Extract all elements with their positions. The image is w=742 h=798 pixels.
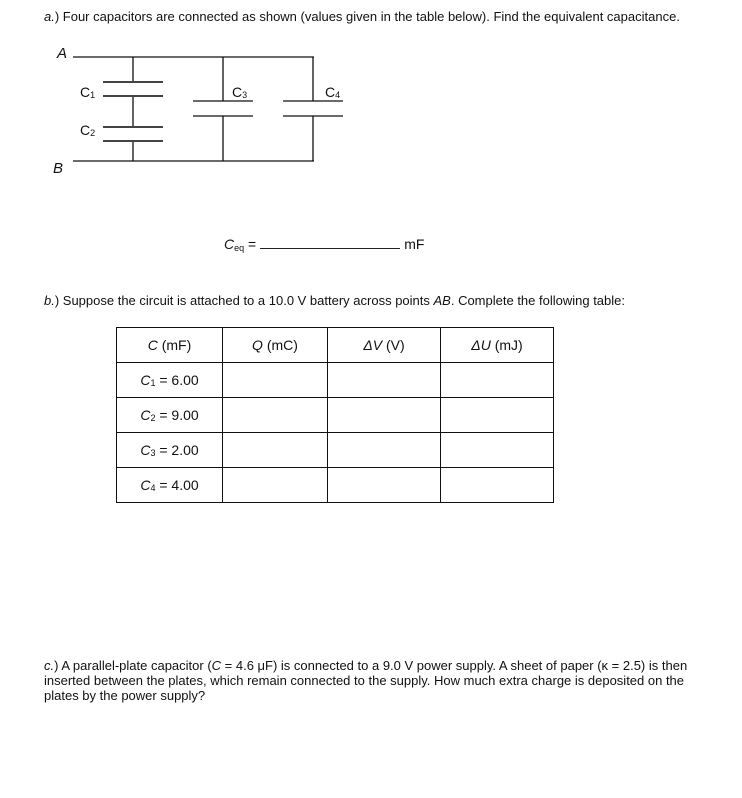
cell-du2[interactable]	[441, 398, 554, 433]
part-a-label: a.	[44, 9, 55, 24]
ceq-answer: $C_{eq}$ = mF	[224, 236, 425, 253]
node-b-label: B	[53, 160, 64, 177]
cell-q2[interactable]	[223, 398, 328, 433]
cell-du3[interactable]	[441, 433, 554, 468]
header-c: C (mF)	[117, 328, 223, 363]
node-a-label: A	[57, 45, 68, 62]
table-row	[117, 398, 554, 433]
ceq-unit: mF	[404, 236, 425, 252]
c1-label: $C_1$	[80, 84, 96, 100]
ceq-answer-blank[interactable]	[260, 236, 400, 249]
cell-dv3[interactable]	[328, 433, 441, 468]
header-dv: ΔV (V)	[328, 328, 441, 363]
cell-c1: $C_1 = 6.00$	[117, 363, 223, 398]
part-b-question: b.) Suppose the circuit is attached to a 10.0 V battery across points AB. Complete the following table:	[44, 293, 625, 308]
part-a-text: ) Four capacitors are connected as shown (values given in the table below). Find the equivalent capacitance.	[54, 9, 680, 24]
circuit-diagram	[0, 0, 742, 200]
part-c-question: c.) A parallel-plate capacitor (C = 4.6 μF) is connected to a 9.0 V power supply. A sheet of paper (κ = 2.5) is then inserted between the plates, which remain connected to the supply. How much extra charge is deposited on the plates by the power supply?	[44, 658, 688, 703]
capacitor-table	[116, 327, 554, 503]
header-q: Q (mC)	[223, 328, 328, 363]
cell-c4: $C_4 = 4.00$	[117, 468, 223, 503]
cell-du1[interactable]	[441, 363, 554, 398]
c3-label: $C_3$	[232, 84, 248, 100]
table-header-row	[117, 328, 554, 363]
cell-q3[interactable]	[223, 433, 328, 468]
table-row	[117, 468, 554, 503]
cell-c3: $C_3 = 2.00$	[117, 433, 223, 468]
cell-c2: $C_2 = 9.00$	[117, 398, 223, 433]
cell-q1[interactable]	[223, 363, 328, 398]
cell-q4[interactable]	[223, 468, 328, 503]
table-row	[117, 363, 554, 398]
cell-du4[interactable]	[441, 468, 554, 503]
cell-dv4[interactable]	[328, 468, 441, 503]
c2-label: $C_2$	[80, 122, 96, 138]
cell-dv2[interactable]	[328, 398, 441, 433]
cell-dv1[interactable]	[328, 363, 441, 398]
header-du: ΔU (mJ)	[441, 328, 554, 363]
table-row	[117, 433, 554, 468]
c4-label: $C_4$	[325, 84, 341, 100]
